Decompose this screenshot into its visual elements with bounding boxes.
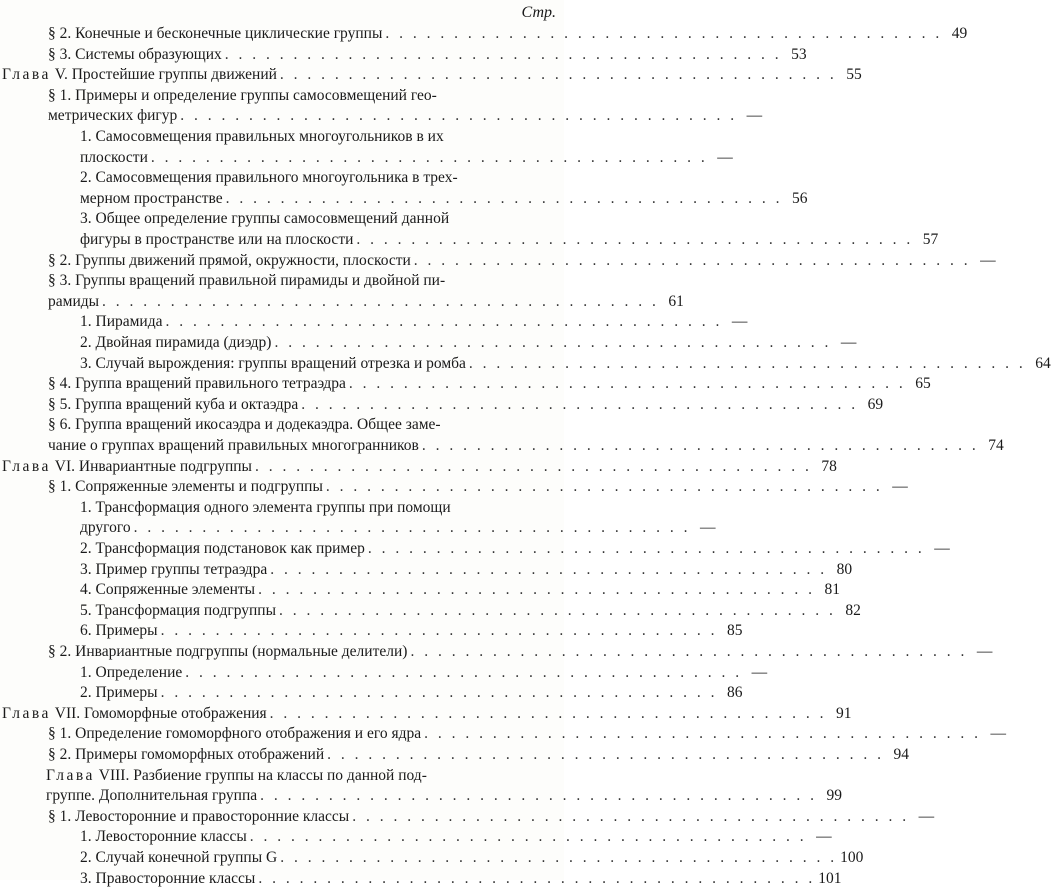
dot-leader: . . . . . . . . . . . . . . . . . . . . . . . . . . . . . . . . . . . . . . . . . [413,251,971,269]
page-number: — [892,478,908,496]
dot-leader: . . . . . . . . . . . . . . . . . . . . . . . . . . . . . . . . . . . . . . . . . [160,684,718,702]
entry-title-line: 5. Трансформация подгруппы [80,601,276,619]
entry-title-line: § 2. Инвариантные подгруппы (нормальные делители) [48,643,408,660]
dot-leader: . . . . . . . . . . . . . . . . . . . . . . . . . . . . . . . . . . . . . . . . . [225,189,783,207]
section-entry [48,477,908,498]
chapter-prefix: Глава [2,457,51,475]
item-entry [80,127,733,168]
entry-title-line: § 2. Примеры гомоморфных отображений [48,746,325,763]
entry-title-line: рамиды [48,292,100,310]
dot-leader: . . . . . . . . . . . . . . . . . . . . . . . . . . . . . . . . . . . . . . . . . [468,354,1026,372]
section-entry [48,642,993,663]
page-number: 100 [840,849,864,866]
entry-title-line: § 5. Группа вращений куба и октаэдра [48,395,299,413]
item-entry [80,827,832,848]
dot-leader: . . . . . . . . . . . . . . . . . . . . . . . . . . . . . . . . . . . . . . . . . [424,725,981,743]
section-entry [48,251,996,272]
dot-leader: . . . . . . . . . . . . . . . . . . . . . . . . . . . . . . . . . . . . . . . . . [258,581,815,599]
dot-leader: . . . . . . . . . . . . . . . . . . . . . . . . . . . . . . . . . . . . . . . . . [180,107,738,125]
dot-leader: . . . . . . . . . . . . . . . . . . . . . . . . . . . . . . . . . . . . . . . . . [367,540,925,557]
page-number: — [840,334,857,351]
page-number: — [976,643,993,660]
entry-title-line: 2. Трансформация подстановок как пример [80,540,365,557]
dot-leader: . . . . . . . . . . . . . . . . . . . . . . . . . . . . . . . . . . . . . . . . . [280,849,838,866]
dot-leader: . . . . . . . . . . . . . . . . . . . . . . . . . . . . . . . . . . . . . . . . . [102,292,659,310]
entry-title-line: § 2. Группы движений прямой, окружности, плоскости [48,251,411,269]
item-entry [80,848,864,869]
entry-title-line: 2. Самосовмещения правильного многоугольника в трех- [80,169,458,187]
dot-leader: . . . . . . . . . . . . . . . . . . . . . . . . . . . . . . . . . . . . . . . . . [356,230,914,248]
dot-leader: . . . . . . . . . . . . . . . . . . . . . . . . . . . . . . . . . . . . . . . . . [254,457,812,475]
dot-leader: . . . . . . . . . . . . . . . . . . . . . . . . . . . . . . . . . . . . . . . . . [421,436,979,454]
dot-leader: . . . . . . . . . . . . . . . . . . . . . . . . . . . . . . . . . . . . . . . . . [165,313,723,331]
entry-title-line: группе. Дополнительная группа [46,787,258,805]
entry-title-line: § 1. Сопряженные элементы и подгруппы [48,478,323,496]
dot-leader: . . . . . . . . . . . . . . . . . . . . . . . . . . . . . . . . . . . . . . . . . [150,148,708,166]
page-column-header: Стр. [521,4,556,21]
page-number: — [700,519,716,537]
page-number: 69 [867,395,884,413]
entry-title-line: 1. Левосторонние классы [80,828,247,846]
dot-leader: . . . . . . . . . . . . . . . . . . . . . . . . . . . . . . . . . . . . . . . . . [269,704,827,722]
item-entry [80,354,1051,375]
section-entry [48,24,968,45]
page-number: 82 [845,601,861,619]
page-number: 99 [826,787,842,805]
entry-title-line: плоскости [80,148,148,166]
entry-title-line: 2. Двойная пирамида (диэдр) [80,334,272,351]
item-entry [80,312,748,333]
chapter-prefix: Глава [46,766,95,784]
entry-title-line: VII. Гомоморфные отображения [54,704,267,722]
dot-leader: . . . . . . . . . . . . . . . . . . . . . . . . . . . . . . . . . . . . . . . . . [224,45,782,63]
section-entry [48,271,684,312]
section-entry [48,745,909,766]
dot-leader: . . . . . . . . . . . . . . . . . . . . . . . . . . . . . . . . . . . . . . . . . [260,787,817,805]
dot-leader: . . . . . . . . . . . . . . . . . . . . . . . . . . . . . . . . . . . . . . . . . [258,869,816,887]
entry-title-line: метрических фигур [48,107,178,125]
dot-leader: . . . . . . . . . . . . . . . . . . . . . . . . . . . . . . . . . . . . . . . . . [327,746,884,763]
entry-title-line: § 6. Группа вращений икосаэдра и додекаэдра. Общее заме- [48,416,441,434]
entry-title-line: § 1. Примеры и определение группы самосовмещений гео- [48,86,437,104]
entry-title-line: 2. Примеры [80,684,158,702]
entry-title-line: 1. Самосовмещения правильных многоугольников в их [80,128,444,145]
entry-title-line: 3. Пример группы тетраэдра [80,560,268,578]
item-entry [80,601,861,622]
entry-title-line: 3. Правосторонние классы [80,869,256,887]
entry-title-line: § 2. Конечные и бесконечные циклические группы [48,25,383,42]
entry-title-line: 3. Общее определение группы самосовмещений данной [80,210,450,228]
dot-leader: . . . . . . . . . . . . . . . . . . . . . . . . . . . . . . . . . . . . . . . . . [160,622,718,640]
entry-title-line: § 1. Определение гомоморфного отображения и его ядра [48,725,422,743]
entry-title-line: чание о группах вращений правильных многогранников [48,436,419,454]
dot-leader: . . . . . . . . . . . . . . . . . . . . . . . . . . . . . . . . . . . . . . . . . [133,519,691,537]
chapter-entry [46,766,842,807]
dot-leader: . . . . . . . . . . . . . . . . . . . . . . . . . . . . . . . . . . . . . . . . . [249,828,807,846]
dot-leader: . . . . . . . . . . . . . . . . . . . . . . . . . . . . . . . . . . . . . . . . . [279,66,837,84]
entry-title-line: 3. Случай вырождения: группы вращений отрезка и ромба [80,354,466,372]
entry-title-line: § 1. Левосторонние и правосторонние классы [48,807,350,825]
entry-title-line: 1. Определение [80,663,183,681]
item-entry [80,539,950,560]
dot-leader: . . . . . . . . . . . . . . . . . . . . . . . . . . . . . . . . . . . . . . . . . [301,395,859,413]
item-entry [80,683,743,704]
dot-leader: . . . . . . . . . . . . . . . . . . . . . . . . . . . . . . . . . . . . . . . . . [185,663,743,681]
page-number: 80 [836,560,853,578]
dot-leader: . . . . . . . . . . . . . . . . . . . . . . . . . . . . . . . . . . . . . . . . . [270,560,828,578]
section-entry [48,86,763,127]
page-number: 55 [846,66,862,84]
entry-title-line: 4. Сопряженные элементы [80,581,256,599]
page-number: 101 [818,869,842,887]
entry-title-line: 2. Случай конечной группы G [80,849,278,866]
page-number: 49 [951,25,968,42]
page-number: 85 [726,622,743,640]
page-number: — [934,540,950,557]
entry-title-line: 1. Трансформация одного элемента группы при помощи [80,498,451,516]
entry-title-line: 1. Пирамида [80,313,163,331]
item-entry [80,869,842,889]
page-number: 64 [1035,354,1051,372]
page-number: — [731,313,748,331]
entry-title-line: VI. Инвариантные подгруппы [54,457,252,475]
item-entry [80,168,808,209]
entry-title-line: V. Простейшие группы движений [54,66,277,84]
section-entry [48,415,1004,456]
page-number: 61 [668,292,684,310]
item-entry [80,333,857,354]
entry-title-line: мерном пространстве [80,189,223,207]
item-entry [80,580,840,601]
entry-title-line: § 3. Системы образующих [48,45,222,63]
dot-leader: . . . . . . . . . . . . . . . . . . . . . . . . . . . . . . . . . . . . . . . . . [279,601,836,619]
item-entry [80,498,716,539]
dot-leader: . . . . . . . . . . . . . . . . . . . . . . . . . . . . . . . . . . . . . . . . . [325,478,883,496]
page-number: 56 [791,189,808,207]
section-entry [48,395,884,416]
chapter-prefix: Глава [2,66,51,84]
entry-title-line: § 3. Группы вращений правильной пирамиды и двойной пи- [48,272,446,290]
entry-title-line: фигуры в пространстве или на плоскости [80,230,354,248]
dot-leader: . . . . . . . . . . . . . . . . . . . . . . . . . . . . . . . . . . . . . . . . . [274,334,832,351]
page-number: 81 [824,581,840,599]
page-number: 78 [821,457,837,475]
item-entry [80,621,743,642]
section-entry [48,374,931,395]
item-entry [80,663,768,684]
page-number: — [918,807,935,825]
page-number: 65 [915,375,931,393]
section-entry [48,45,807,66]
chapter-entry [2,704,852,725]
entry-title-line: 6. Примеры [80,622,158,640]
entry-title-line: VIII. Разбиение группы на классы по данной под- [98,766,427,784]
entry-title-line: другого [80,519,131,537]
dot-leader: . . . . . . . . . . . . . . . . . . . . . . . . . . . . . . . . . . . . . . . . . [385,25,943,42]
chapter-prefix: Глава [2,704,51,722]
page-number: 86 [726,684,743,702]
page-number: — [980,251,996,269]
section-entry [48,724,1006,745]
page-number: 91 [836,704,852,722]
page-number: — [746,107,763,125]
item-entry [80,209,939,250]
dot-leader: . . . . . . . . . . . . . . . . . . . . . . . . . . . . . . . . . . . . . . . . . [352,807,910,825]
page-number: — [990,725,1006,743]
dot-leader: . . . . . . . . . . . . . . . . . . . . . . . . . . . . . . . . . . . . . . . . . [410,643,968,660]
chapter-entry [2,65,862,86]
page-number: — [751,663,768,681]
page-number: 94 [893,746,909,763]
section-entry [48,807,935,828]
dot-leader: . . . . . . . . . . . . . . . . . . . . . . . . . . . . . . . . . . . . . . . . . [348,375,906,393]
entry-title-line: § 4. Группа вращений правильного тетраэдра [48,375,346,393]
page-number: — [717,148,733,166]
chapter-entry [2,457,837,478]
page-number: 74 [988,436,1004,454]
page-number: — [816,828,832,846]
page-number: 57 [922,230,939,248]
page-number: 53 [791,45,807,63]
item-entry [80,560,853,581]
